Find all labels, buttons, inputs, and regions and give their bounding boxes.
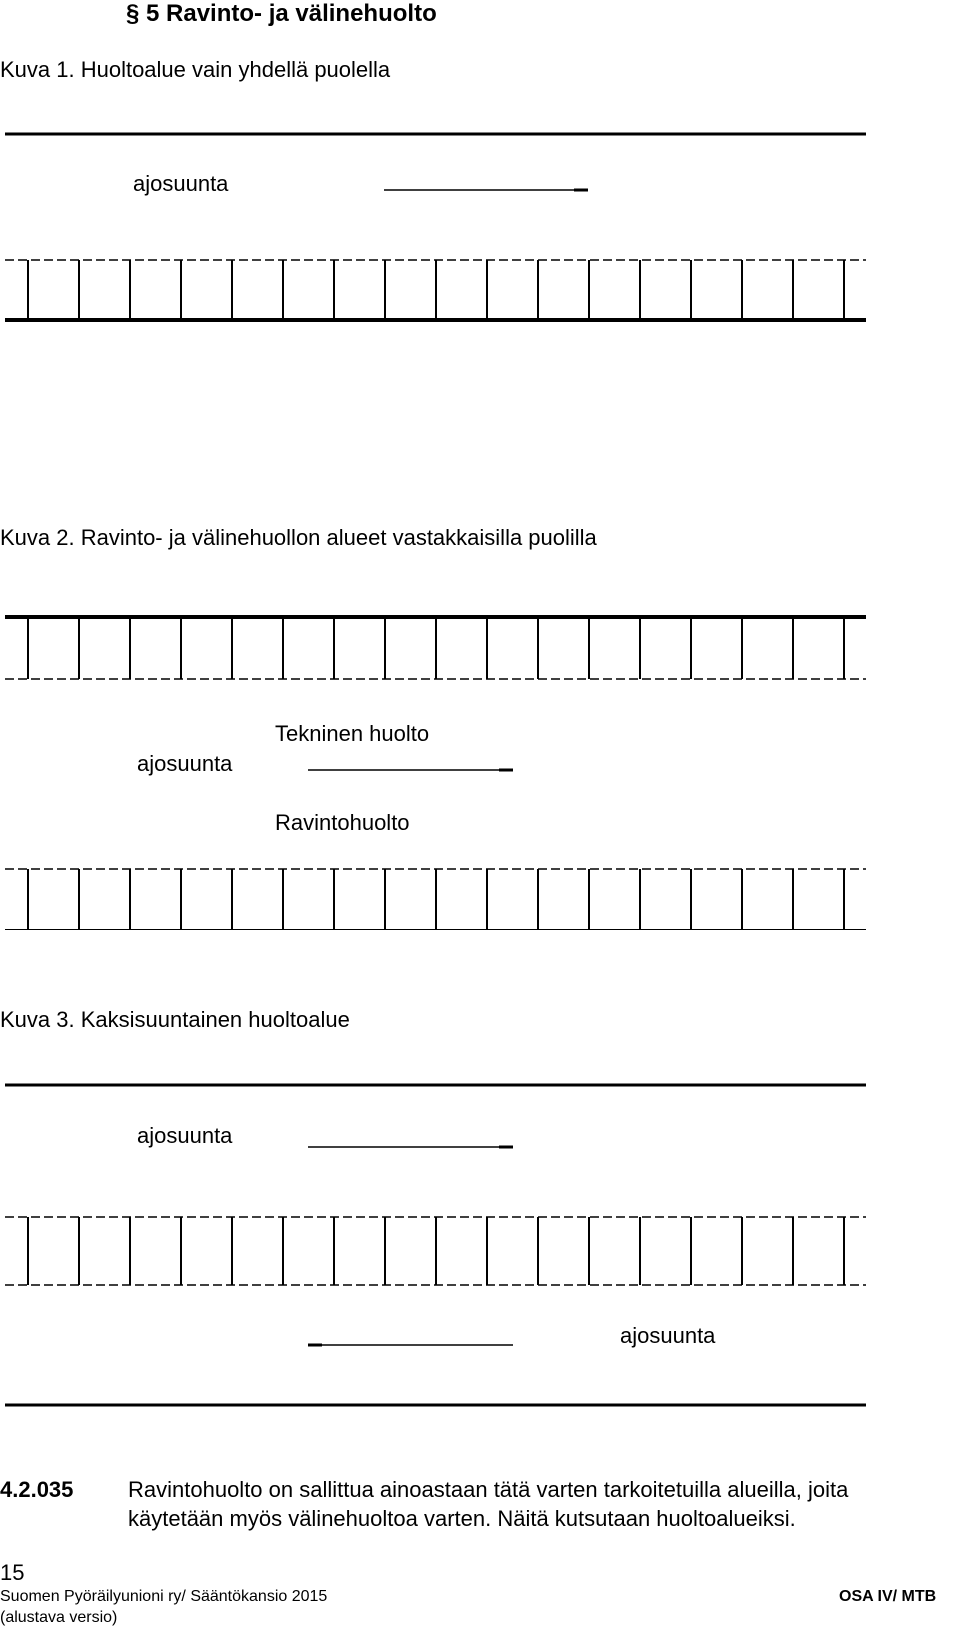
figure2-technical-label: Tekninen huolto [275, 721, 430, 746]
figure3-direction-label-top: ajosuunta [137, 1123, 233, 1148]
page-number: 15 [0, 1560, 25, 1585]
figure2-diagram [0, 600, 960, 930]
figure2-food-label: Ravintohuolto [275, 810, 410, 835]
footer-organization: Suomen Pyöräilyunioni ry/ Sääntökansio 2015 [0, 1588, 328, 1605]
figure3-service-zone [5, 1217, 866, 1285]
figure1-service-zone [5, 260, 866, 320]
figure2-caption: Kuva 2. Ravinto- ja välinehuollon alueet vastakkaisilla puolilla [0, 525, 597, 550]
footer-section: OSA IV/ MTB [839, 1588, 937, 1605]
figure1-diagram [0, 120, 960, 340]
figure3-diagram [0, 1075, 960, 1415]
figure2-service-zone-bottom [5, 869, 866, 930]
rule-text-line1: Ravintohuolto on sallittua ainoastaan tätä varten tarkoitetuilla alueilla, joita [128, 1477, 849, 1502]
rule-number: 4.2.035 [0, 1477, 74, 1502]
figure2-service-zone-top [5, 617, 866, 679]
figure1-direction-label: ajosuunta [133, 171, 229, 196]
section-heading: § 5 Ravinto- ja välinehuolto [126, 0, 437, 27]
figure3-direction-label-bottom: ajosuunta [620, 1323, 716, 1348]
figure1-caption: Kuva 1. Huoltoalue vain yhdellä puolella [0, 57, 391, 82]
rule-text-line2: käytetään myös välinehuoltoa varten. Näitä kutsutaan huoltoalueiksi. [128, 1506, 796, 1531]
figure3-caption: Kuva 3. Kaksisuuntainen huoltoalue [0, 1007, 350, 1032]
footer-version: (alustava versio) [0, 1609, 118, 1626]
figure2-direction-label: ajosuunta [137, 751, 233, 776]
